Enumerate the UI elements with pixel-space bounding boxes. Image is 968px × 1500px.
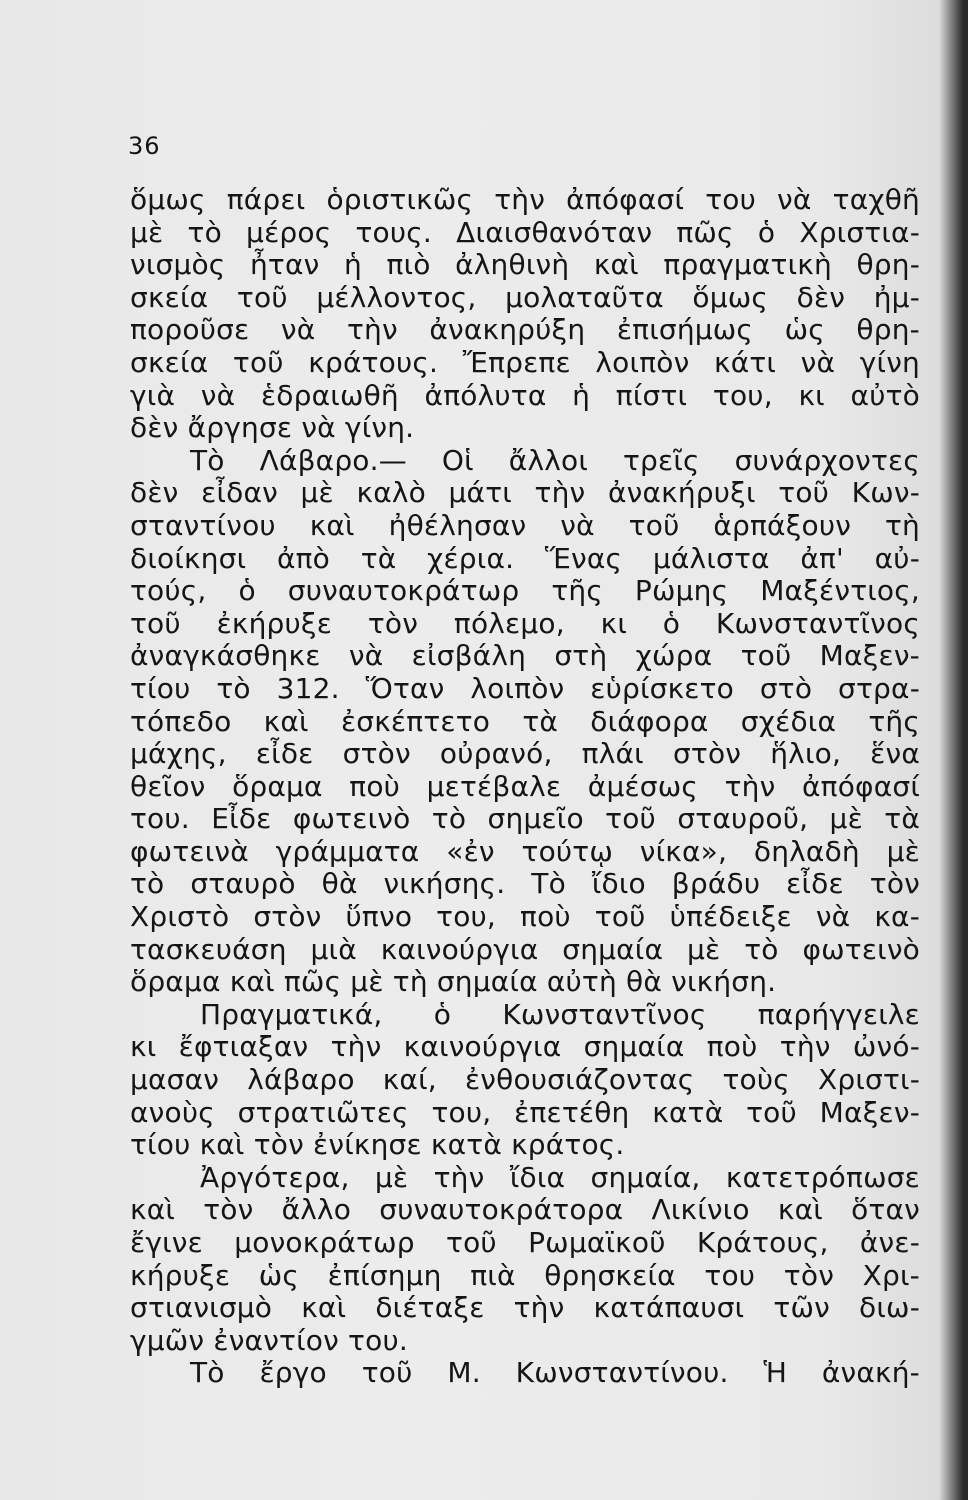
text-line: τίου τὸ 312. Ὅταν λοιπὸν εὑρίσκετο στὸ στρα- bbox=[130, 671, 920, 705]
text-line: καὶ τὸν ἄλλο συναυτοκράτορα Λικίνιο καὶ ὅταν bbox=[130, 1193, 920, 1227]
text-line: θεῖον ὅραμα ποὺ μετέβαλε ἀμέσως τὴν ἀπόφασί bbox=[130, 769, 920, 803]
text-line: Πραγματικά, ὁ Κωνσταντῖνος παρήγγειλε bbox=[200, 997, 920, 1031]
text-line: δὲν εἶδαν μὲ καλὸ μάτι τὴν ἀνακήρυξι τοῦ Κων- bbox=[130, 476, 920, 510]
text-line: ἀναγκάσθηκε νὰ εἰσβάλη στὴ χώρα τοῦ Μαξεν- bbox=[130, 639, 920, 673]
text-line: ὅμως πάρει ὁριστικῶς τὴν ἀπόφασί του νὰ ταχθῆ bbox=[130, 183, 920, 216]
text-line: ὅραμα καὶ πῶς μὲ τὴ σημαία αὐτὴ θὰ νικήση. bbox=[130, 965, 777, 999]
section-heading-line: Τὸ ἔργο τοῦ Μ. Κωνσταντίνου. Ἡ ἀνακή- bbox=[190, 1356, 920, 1390]
text-line: σκεία τοῦ μέλλοντος, μολαταῦτα ὅμως δὲν ἠμ- bbox=[130, 280, 920, 314]
text-line: γιὰ νὰ ἑδραιωθῆ ἀπόλυτα ἡ πίστι του, κι αὐτὸ bbox=[130, 378, 920, 412]
text-line: ανοὺς στρατιῶτες του, ἐπετέθη κατὰ τοῦ Μαξεν- bbox=[130, 1095, 920, 1129]
text-line: γμῶν ἐναντίον του. bbox=[130, 1323, 408, 1357]
text-line: Χριστὸ στὸν ὕπνο του, ποὺ τοῦ ὑπέδειξε νὰ κα- bbox=[130, 900, 920, 934]
body-text bbox=[130, 184, 920, 1390]
text-line: δὲν ἄργησε νὰ γίνη. bbox=[130, 411, 415, 445]
text-line: μὲ τὸ μέρος τους. Διαισθανόταν πῶς ὁ Χριστια- bbox=[130, 215, 920, 249]
page-number: 36 bbox=[128, 132, 161, 160]
text-line: τὸ σταυρὸ θὰ νικήσης. Τὸ ἴδιο βράδυ εἶδε τὸν bbox=[130, 867, 920, 901]
text-line: τοῦ ἐκήρυξε τὸν πόλεμο, κι ὁ Κωνσταντῖνος bbox=[130, 606, 920, 640]
section-heading-line: Τὸ Λάβαρο.— Οἱ ἄλλοι τρεῖς συνάρχοντες bbox=[190, 443, 920, 477]
text-line: του. Εἶδε φωτεινὸ τὸ σημεῖο τοῦ σταυροῦ, μὲ τὰ bbox=[130, 802, 920, 836]
text-line: κήρυξε ὡς ἐπίσημη πιὰ θρησκεία του τὸν Χρι- bbox=[130, 1258, 920, 1292]
text-line: σταντίνου καὶ ἠθέλησαν νὰ τοῦ ἁρπάξουν τὴ bbox=[130, 508, 920, 542]
text-line: μασαν λάβαρο καί, ἐνθουσιάζοντας τοὺς Χριστι- bbox=[130, 1063, 920, 1097]
text-line: διοίκησι ἀπὸ τὰ χέρια. Ἕνας μάλιστα ἀπ' αὐ- bbox=[130, 541, 920, 575]
text-line: Ἀργότερα, μὲ τὴν ἴδια σημαία, κατετρόπωσε bbox=[200, 1160, 920, 1194]
text-line: κι ἔφτιαξαν τὴν καινούργια σημαία ποὺ τὴν ὠνό- bbox=[130, 1030, 920, 1064]
text-line: ποροῦσε νὰ τὴν ἀνακηρύξη ἐπισήμως ὡς θρη- bbox=[130, 313, 920, 347]
text-line: φωτεινὰ γράμματα «ἐν τούτῳ νίκα», δηλαδὴ μὲ bbox=[130, 834, 920, 868]
text-line: νισμὸς ἦταν ἡ πιὸ ἀληθινὴ καὶ πραγματικὴ θρη- bbox=[130, 248, 920, 282]
text-line: τασκευάση μιὰ καινούργια σημαία μὲ τὸ φωτεινὸ bbox=[130, 932, 920, 966]
text-line: τίου καὶ τὸν ἐνίκησε κατὰ κράτος. bbox=[130, 1128, 625, 1162]
text-line: τούς, ὁ συναυτοκράτωρ τῆς Ρώμης Μαξέντιος, bbox=[130, 574, 920, 608]
text-line: τόπεδο καὶ ἐσκέπτετο τὰ διάφορα σχέδια τῆς bbox=[130, 704, 920, 738]
text-line: ἔγινε μονοκράτωρ τοῦ Ρωμαϊκοῦ Κράτους, ἀνε- bbox=[130, 1226, 920, 1259]
text-line: μάχης, εἶδε στὸν οὐρανό, πλάι στὸν ἥλιο, ἕνα bbox=[130, 737, 920, 771]
text-line: στιανισμὸ καὶ διέταξε τὴν κατάπαυσι τῶν διω- bbox=[130, 1291, 920, 1325]
text-line: σκεία τοῦ κράτους. Ἔπρεπε λοιπὸν κάτι νὰ γίνη bbox=[130, 345, 920, 379]
